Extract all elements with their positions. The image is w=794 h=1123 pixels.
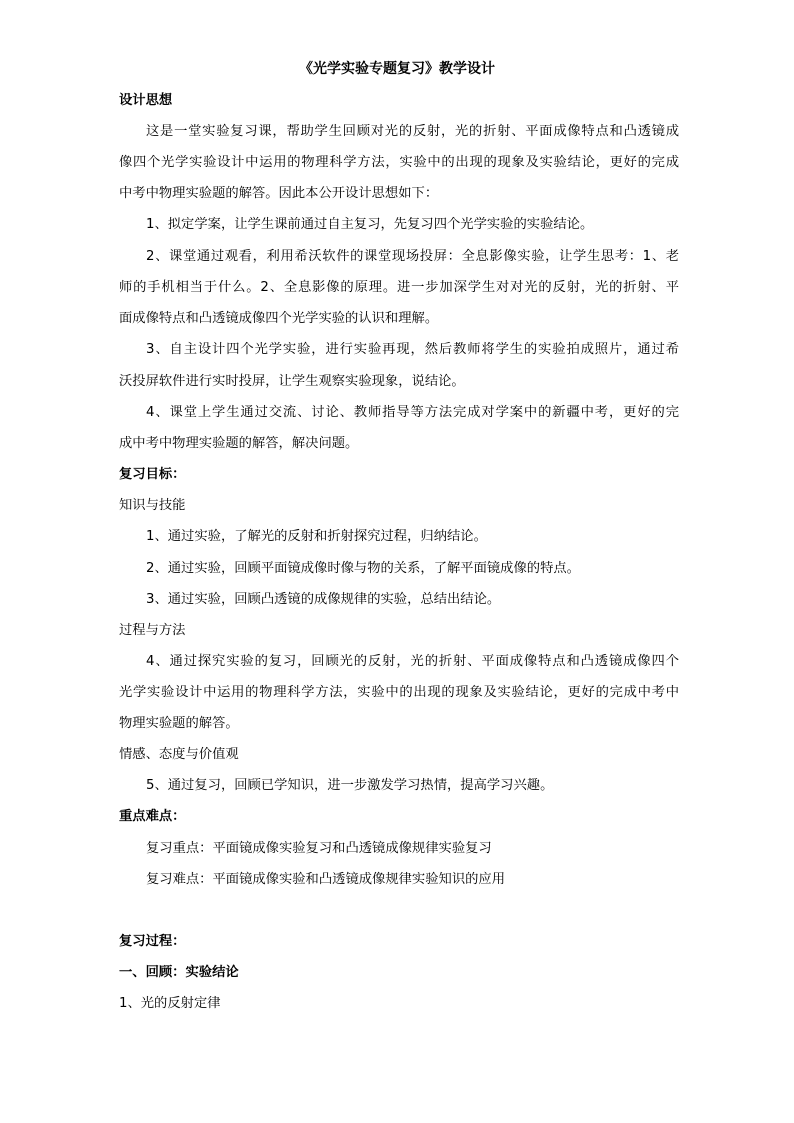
goals-heading: 复习目标： bbox=[119, 467, 186, 482]
design-intro-line-2: 像四个光学实验设计中运用的物理科学方法，实验中的出现的现象及实验结论，更好的完成 bbox=[119, 155, 679, 170]
knowledge-heading: 知识与技能 bbox=[119, 498, 186, 513]
process-item-line-1: 4、通过探究实验的复习，回顾光的反射，光的折射、平面成像特点和凸透镜成像四个 bbox=[146, 654, 679, 669]
design-point-1: 1、拟定学案，让学生课前通过自主复习，先复习四个光学实验的实验结论。 bbox=[146, 217, 594, 232]
item-one: 1、光的反射定律 bbox=[119, 996, 221, 1011]
design-point-4-line-2: 成中考中物理实验题的解答，解决问题。 bbox=[119, 436, 359, 451]
difficult-point: 复习难点：平面镜成像实验和凸透镜成像规律实验知识的应用 bbox=[146, 872, 506, 887]
knowledge-item-3: 3、通过实验，回顾凸透镜的成像规律的实验，总结出结论。 bbox=[146, 592, 501, 607]
design-point-2-line-1: 2、课堂通过观看，利用希沃软件的课堂现场投屏：全息影像实验，让学生思考：1、老 bbox=[146, 249, 679, 264]
part-one-heading: 一、回顾：实验结论 bbox=[119, 965, 239, 980]
design-intro-line-3: 中考中物理实验题的解答。因此本公开设计思想如下： bbox=[119, 186, 439, 201]
knowledge-item-2: 2、通过实验，回顾平面镜成像时像与物的关系，了解平面镜成像的特点。 bbox=[146, 561, 580, 576]
knowledge-item-1: 1、通过实验，了解光的反射和折射探究过程，归纳结论。 bbox=[146, 529, 487, 544]
review-heading: 复习过程： bbox=[119, 934, 186, 949]
document-title: 《光学实验专题复习》教学设计 bbox=[299, 61, 495, 77]
design-point-2-line-3: 面成像特点和凸透镜成像四个光学实验的认识和理解。 bbox=[119, 311, 439, 326]
emotion-heading: 情感、态度与价值观 bbox=[119, 747, 239, 762]
process-item-line-2: 光学实验设计中运用的物理科学方法，实验中的出现的现象及实验结论，更好的完成中考中 bbox=[119, 685, 679, 700]
design-point-3-line-1: 3、自主设计四个光学实验，进行实验再现，然后教师将学生的实验拍成照片，通过希 bbox=[146, 342, 679, 357]
key-point: 复习重点：平面镜成像实验复习和凸透镜成像规律实验复习 bbox=[146, 841, 492, 856]
design-point-4-line-1: 4、课堂上学生通过交流、讨论、教师指导等方法完成对学案中的新疆中考，更好的完 bbox=[146, 405, 679, 420]
process-item-line-3: 物理实验题的解答。 bbox=[119, 716, 239, 731]
design-point-2-line-2: 师的手机相当于什么。2、全息影像的原理。进一步加深学生对对光的反射，光的折射、平 bbox=[119, 280, 679, 295]
design-heading: 设计思想 bbox=[119, 93, 173, 108]
design-intro-line-1: 这是一堂实验复习课，帮助学生回顾对光的反射，光的折射、平面成像特点和凸透镜成 bbox=[146, 124, 679, 139]
keypoints-heading: 重点难点： bbox=[119, 809, 186, 824]
emotion-item: 5、通过复习，回顾已学知识，进一步激发学习热情，提高学习兴趣。 bbox=[146, 778, 554, 793]
process-heading: 过程与方法 bbox=[119, 623, 186, 638]
design-point-3-line-2: 沃投屏软件进行实时投屏，让学生观察实验现象，说结论。 bbox=[119, 374, 465, 389]
